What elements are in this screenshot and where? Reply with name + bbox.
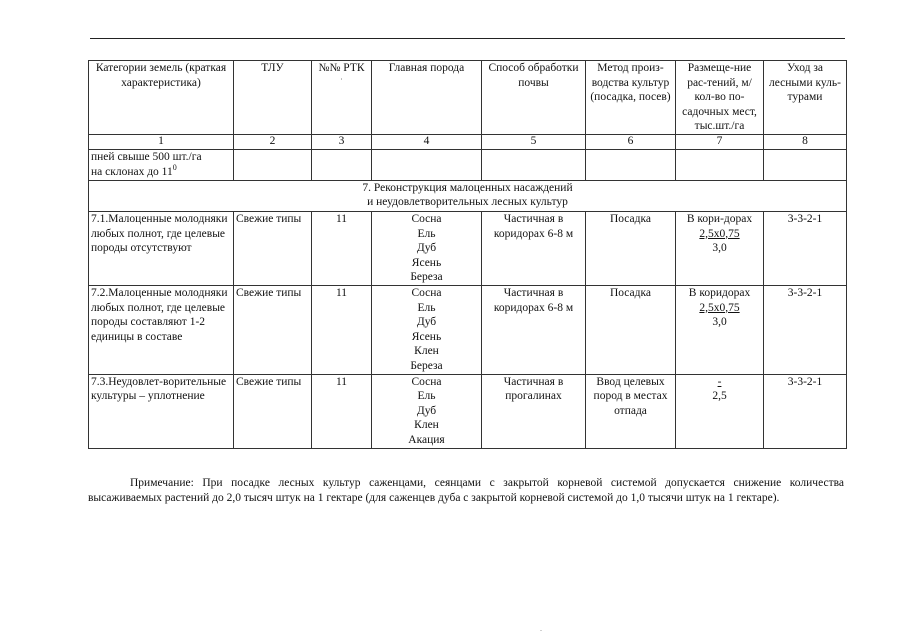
column-number: 4 [372, 135, 482, 150]
section-title: 7. Реконструкция малоценных насаждений и неудовлетворительных лесных культур [89, 181, 847, 212]
category-cell: 7.3.Неудовлет-ворительные культуры – уплотнение [89, 374, 234, 448]
footnote: Примечание: При посадке лесных культур саженцами, сеянцами с закрытой корневой системой допускается снижение количества высаживаемых растений до 2,0 тысяч штук на 1 гектаре (для саженцев дуба с закрытой корневой системой до 1,0 тысячи штук на 1 гектаре). [88, 476, 844, 504]
method-cell: Посадка [586, 285, 676, 374]
rtk-cell: 11 [312, 212, 372, 286]
reconstruction-table [88, 60, 847, 449]
tlu-cell: Свежие типы [234, 285, 312, 374]
method-cell: Посадка [586, 212, 676, 286]
header-soil-treatment: Способ обработки почвы [482, 61, 586, 135]
header-category: Категории земель (краткая характеристика) [89, 61, 234, 135]
header-row [89, 61, 847, 135]
care-cell: 3-3-2-1 [764, 212, 847, 286]
column-number-row [89, 135, 847, 150]
rtk-cell: 11 [312, 374, 372, 448]
column-number: 8 [764, 135, 847, 150]
placement-cell: В коридорах 2,5х0,75 3,0 [676, 285, 764, 374]
soil-cell: Частичная в коридорах 6-8 м [482, 212, 586, 286]
tlu-cell: Свежие типы [234, 374, 312, 448]
category-cell: 7.1.Малоценные молодняки любых полнот, где целевые породы отсутствуют [89, 212, 234, 286]
header-tlu: ТЛУ [234, 61, 312, 135]
care-cell: 3-3-2-1 [764, 285, 847, 374]
tlu-cell: Свежие типы [234, 212, 312, 286]
rtk-cell: 11 [312, 285, 372, 374]
header-main-species: Главная порода [372, 61, 482, 135]
header-placement: Размеще-ние рас-тений, м/ кол-во по-садочных мест, тыс.шт./га [676, 61, 764, 135]
method-cell: Ввод целевых пород в местах отпада [586, 374, 676, 448]
table-row [89, 374, 847, 448]
column-number: 3 [312, 135, 372, 150]
column-number: 2 [234, 135, 312, 150]
top-rule [90, 38, 845, 39]
section-heading-row [89, 181, 847, 212]
table-row [89, 285, 847, 374]
species-cell: Сосна Ель Дуб Ясень Клен Береза [372, 285, 482, 374]
continuation-row [89, 150, 847, 181]
species-cell: Сосна Ель Дуб Ясень Береза [372, 212, 482, 286]
soil-cell: Частичная в прогалинах [482, 374, 586, 448]
column-number: 1 [89, 135, 234, 150]
care-cell: 3-3-2-1 [764, 374, 847, 448]
column-number: 6 [586, 135, 676, 150]
placement-cell: - 2,5 [676, 374, 764, 448]
soil-cell: Частичная в коридорах 6-8 м [482, 285, 586, 374]
scan-speck: . [540, 624, 542, 633]
header-rtk: №№ РТК · [312, 61, 372, 135]
table-row [89, 212, 847, 286]
continuation-category: пней свыше 500 шт./га на склонах до $11^0$ [89, 150, 234, 181]
column-number: 7 [676, 135, 764, 150]
category-cell: 7.2.Малоценные молодняки любых полнот, где целевые породы составляют 1-2 единицы в составе [89, 285, 234, 374]
header-care: Уход за лесными куль-турами [764, 61, 847, 135]
species-cell: Сосна Ель Дуб Клен Акация [372, 374, 482, 448]
column-number: 5 [482, 135, 586, 150]
header-production-method: Метод произ-водства культур (посадка, посев) [586, 61, 676, 135]
placement-cell: В кори-дорах 2,5х0,75 3,0 [676, 212, 764, 286]
